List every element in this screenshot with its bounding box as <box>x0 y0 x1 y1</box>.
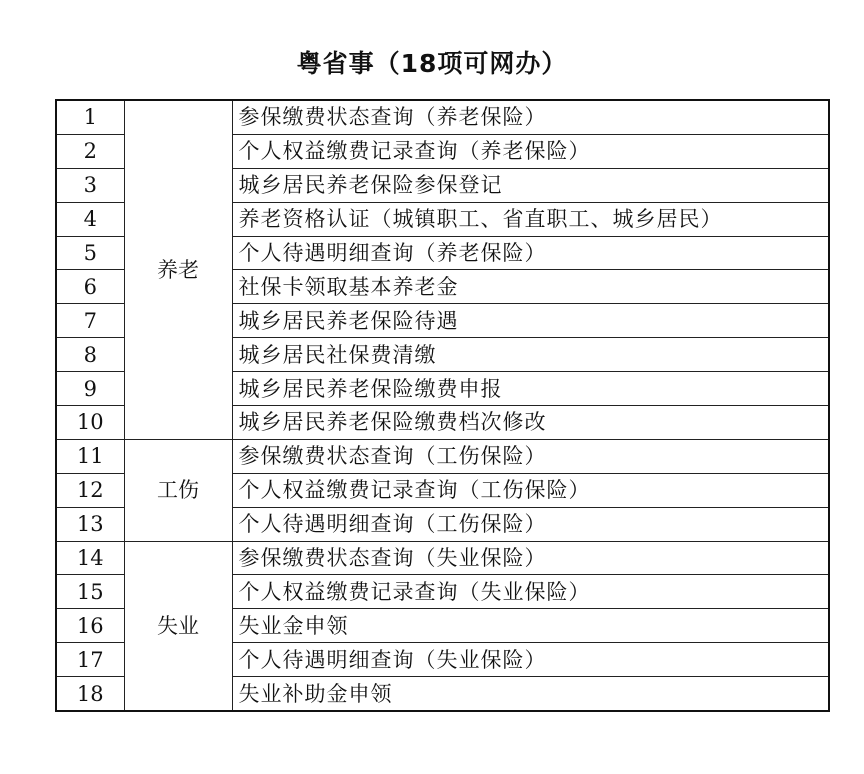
page-title: 粤省事（18项可网办） <box>296 49 568 78</box>
row-number: 11 <box>56 439 124 473</box>
services-table <box>55 99 830 712</box>
row-number: 6 <box>56 270 124 304</box>
service-item: 失业金申领 <box>232 609 829 643</box>
service-item: 养老资格认证（城镇职工、省直职工、城乡居民） <box>232 202 829 236</box>
service-item: 个人待遇明细查询（工伤保险） <box>232 507 829 541</box>
row-number: 15 <box>56 575 124 609</box>
service-item: 城乡居民养老保险缴费申报 <box>232 372 829 406</box>
service-item: 参保缴费状态查询（失业保险） <box>232 541 829 575</box>
row-number: 12 <box>56 473 124 507</box>
row-number: 16 <box>56 609 124 643</box>
service-item: 失业补助金申领 <box>232 677 829 711</box>
table-row <box>56 541 829 575</box>
row-number: 2 <box>56 134 124 168</box>
service-item: 个人待遇明细查询（养老保险） <box>232 236 829 270</box>
service-item: 城乡居民养老保险缴费档次修改 <box>232 406 829 440</box>
service-item: 个人权益缴费记录查询（失业保险） <box>232 575 829 609</box>
table-row <box>56 100 829 134</box>
category-cell: 工伤 <box>124 439 232 541</box>
category-cell: 失业 <box>124 541 232 711</box>
row-number: 14 <box>56 541 124 575</box>
row-number: 3 <box>56 168 124 202</box>
row-number: 17 <box>56 643 124 677</box>
row-number: 4 <box>56 202 124 236</box>
service-item: 城乡居民养老保险参保登记 <box>232 168 829 202</box>
service-item: 城乡居民养老保险待遇 <box>232 304 829 338</box>
table-row <box>56 439 829 473</box>
row-number: 8 <box>56 338 124 372</box>
row-number: 1 <box>56 100 124 134</box>
service-item: 城乡居民社保费清缴 <box>232 338 829 372</box>
service-item: 个人待遇明细查询（失业保险） <box>232 643 829 677</box>
category-cell: 养老 <box>124 100 232 439</box>
service-item: 参保缴费状态查询（养老保险） <box>232 100 829 134</box>
row-number: 13 <box>56 507 124 541</box>
row-number: 5 <box>56 236 124 270</box>
service-item: 个人权益缴费记录查询（养老保险） <box>232 134 829 168</box>
service-item: 社保卡领取基本养老金 <box>232 270 829 304</box>
services-table-body <box>56 100 829 711</box>
row-number: 9 <box>56 372 124 406</box>
service-item: 个人权益缴费记录查询（工伤保险） <box>232 473 829 507</box>
service-item: 参保缴费状态查询（工伤保险） <box>232 439 829 473</box>
row-number: 10 <box>56 406 124 440</box>
row-number: 18 <box>56 677 124 711</box>
row-number: 7 <box>56 304 124 338</box>
